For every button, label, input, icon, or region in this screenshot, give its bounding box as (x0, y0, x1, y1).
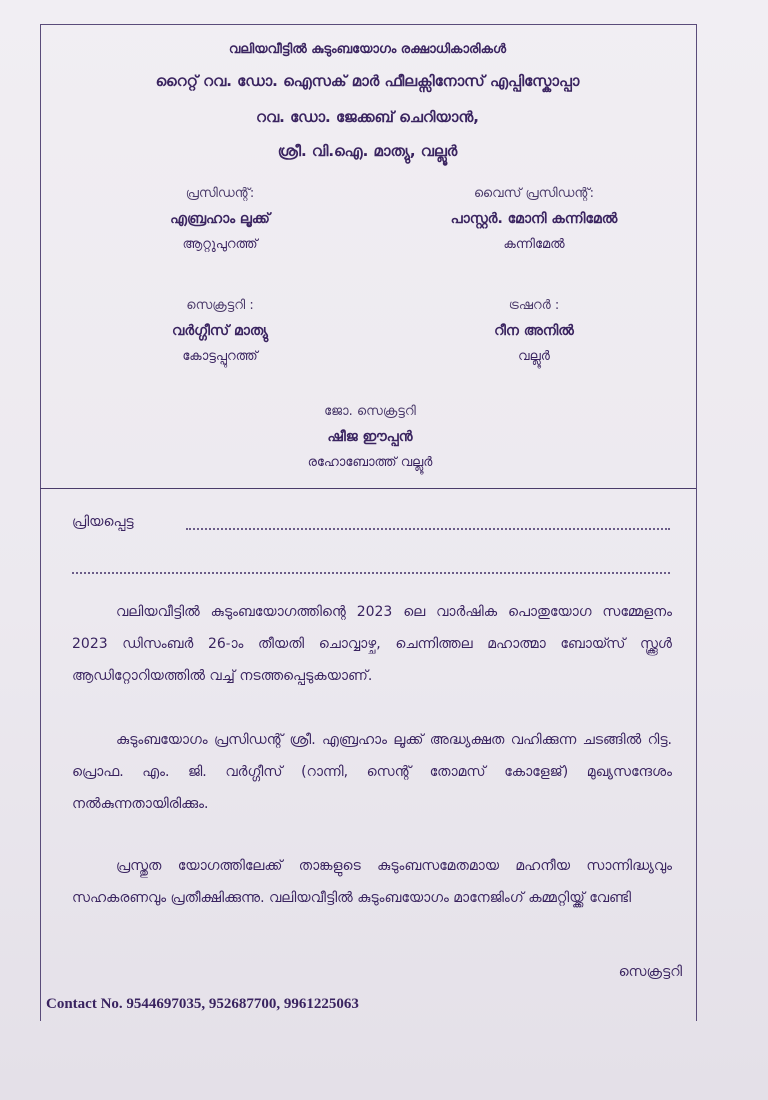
officer-name: റീന അനിൽ (494, 323, 574, 339)
salutation: പ്രിയപ്പെട്ട (72, 514, 134, 530)
officer-place: ആറ്റുപുറത്ത് (182, 237, 258, 252)
officer-joint-secretary (230, 404, 510, 470)
letter-paragraph: വലിയവീട്ടിൽ കുടുംബയോഗത്തിന്റെ 2023 ലെ വാർഷിക പൊതുയോഗ സമ്മേളനം 2023 ഡിസംബർ 26-ാം തീയതി ചൊവ്വാഴ്ച, ചെന്നിത്തല മഹാത്മാ ബോയ്സ് സ്ക്കൂൾ ആഡിറ്റോറിയത്തിൽ വച്ച് നടത്തപ്പെടുകയാണ്. (72, 604, 672, 684)
officer-role: വൈസ് പ്രസിഡന്റ്: (473, 186, 595, 201)
officer-name: വർഗ്ഗീസ് മാത്യു (172, 323, 268, 339)
patron-name: റൈറ്റ് റവ. ഡോ. ഐസക് മാർ ഫീലക്സിനോസ് എപ്പിസ്കോപ്പാ (155, 72, 580, 90)
officer-place: രഹോബോത്ത് വല്ലൂർ (307, 455, 433, 470)
officer-role: സെക്രട്ടറി : (186, 298, 254, 313)
recipient-dotted-line (186, 528, 670, 530)
officer-role: പ്രസിഡന്റ്: (185, 186, 255, 201)
patrons-heading: വലിയവീട്ടിൽ കുടുംബയോഗം രക്ഷാധികാരികൾ (228, 42, 507, 57)
officer-place: കന്നിമേൽ (503, 237, 565, 252)
officer-name: എബ്രഹാം ലൂക്ക് (170, 211, 270, 227)
letter-paragraph: പ്രസ്തുത യോഗത്തിലേക്ക് താങ്കളുടെ കുടുംബസമേതമായ മഹനീയ സാന്നിദ്ധ്യവും സഹകരണവും പ്രതീക്ഷിക്കുന്നു. വലിയവീട്ടിൽ കുടുംബയോഗം മാനേജിംഗ് കമ്മറ്റിയ്ക്ക് വേണ്ടി (72, 858, 672, 906)
patron-name: ശ്രീ. വി.ഐ. മാത്യു, വല്ലൂർ (277, 142, 458, 160)
contact-numbers: Contact No. 9544697035, 952687700, 9961225063 (46, 996, 359, 1012)
officer-name: ഷീജ ഈപ്പൻ (327, 429, 413, 445)
officer-treasurer (394, 298, 674, 364)
officer-place: കോട്ടപ്പുറത്ത് (182, 349, 258, 364)
officer-role: ട്രഷറർ : (508, 298, 560, 313)
officer-place: വല്ലൂർ (518, 349, 550, 364)
recipient-dotted-line (72, 572, 670, 574)
officer-president (80, 186, 360, 252)
patron-name: റവ. ഡോ. ജേക്കബ് ചെറിയാൻ, (256, 108, 479, 126)
officer-secretary (80, 298, 360, 364)
signature-secretary: സെക്രട്ടറി (618, 964, 682, 980)
letter-paragraph: കുടുംബയോഗം പ്രസിഡന്റ് ശ്രീ. എബ്രഹാം ലൂക്ക് അദ്ധ്യക്ഷത വഹിക്കുന്ന ചടങ്ങിൽ റിട്ട. പ്രൊഫ. എം. ജി. വർഗ്ഗീസ് (റാന്നി, സെന്റ് തോമസ് കോളേജ്) മുഖ്യസന്ദേശം നൽകുന്നതായിരിക്കും. (72, 732, 672, 812)
officer-name: പാസ്റ്റർ. മോനി കന്നിമേൽ (450, 211, 618, 227)
officer-role: ജോ. സെക്രട്ടറി (324, 404, 416, 419)
officer-vice-president (394, 186, 674, 252)
section-divider (40, 488, 696, 489)
